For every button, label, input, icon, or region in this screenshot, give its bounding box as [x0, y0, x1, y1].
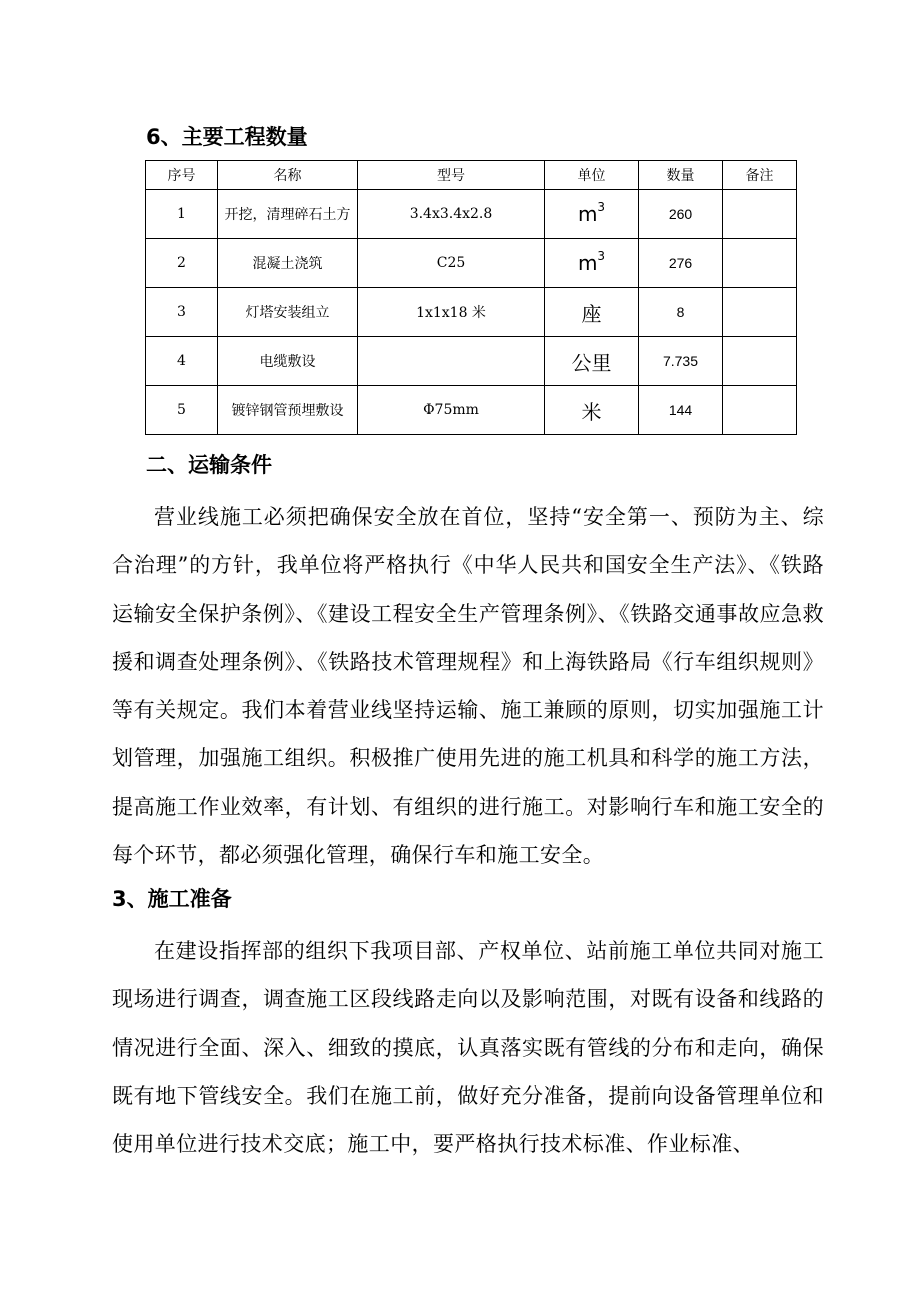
section-6-heading: 6、主要工程数量	[146, 125, 308, 149]
cell-qty: 7.735	[639, 337, 723, 386]
cell-model: C25	[358, 239, 545, 288]
table-row	[146, 288, 797, 337]
cell-qty: 144	[639, 386, 723, 435]
cell-model	[358, 337, 545, 386]
cell-unit	[545, 337, 639, 386]
cell-no: 2	[146, 239, 218, 288]
table-header-row	[146, 161, 797, 190]
header-qty: 数量	[639, 161, 723, 190]
cell-note	[723, 337, 797, 386]
cell-model: 1x1x18 米	[358, 288, 545, 337]
unit-superscript: 3	[597, 249, 606, 264]
header-unit: 单位	[545, 161, 639, 190]
cell-qty: 8	[639, 288, 723, 337]
section-2-heading: 二、运输条件	[146, 453, 272, 477]
cell-note	[723, 386, 797, 435]
cell-qty: 260	[639, 190, 723, 239]
header-note: 备注	[723, 161, 797, 190]
cell-no: 3	[146, 288, 218, 337]
header-model: 型号	[358, 161, 545, 190]
cell-name: 镀锌钢管预埋敷设	[218, 386, 358, 435]
unit-superscript: 3	[597, 200, 606, 215]
unit-text: 米	[581, 399, 602, 424]
cell-no: 1	[146, 190, 218, 239]
cell-unit	[545, 239, 639, 288]
construction-preparation-paragraph: 在建设指挥部的组织下我项目部、产权单位、站前施工单位共同对施工现场进行调查，调查施工区段线路走向以及影响范围，对既有设备和线路的情况进行全面、深入、细致的摸底，认真落实既有管线的分布和走向，确保既有地下管线安全。我们在施工前，做好充分准备，提前向设备管理单位和使用单位进行技术交底；施工中，要严格执行技术标准、作业标准、	[112, 939, 824, 1157]
cell-name: 混凝土浇筑	[218, 239, 358, 288]
cell-model: 3.4x3.4x2.8	[358, 190, 545, 239]
unit-text: m	[577, 251, 598, 275]
cell-name: 灯塔安装组立	[218, 288, 358, 337]
cell-no: 5	[146, 386, 218, 435]
section-3-heading: 3、施工准备	[112, 887, 232, 911]
unit-text: 公里	[571, 350, 612, 375]
cell-no: 4	[146, 337, 218, 386]
cell-unit	[545, 288, 639, 337]
table-row	[146, 386, 797, 435]
transport-conditions-paragraph: 营业线施工必须把确保安全放在首位，坚持“安全第一、预防为主、综合治理”的方针，我单位将严格执行《中华人民共和国安全生产法》、《铁路运输安全保护条例》、《建设工程安全生产管理条例》、《铁路交通事故应急救援和调查处理条例》、《铁路技术管理规程》和上海铁路局《行车组织规则》等有关规定。我们本着营业线坚持运输、施工兼顾的原则，切实加强施工计划管理，加强施工组织。积极推广使用先进的施工机具和科学的施工方法，提高施工作业效率，有计划、有组织的进行施工。对影响行车和施工安全的每个环节，都必须强化管理，确保行车和施工安全。	[112, 505, 824, 868]
table-row	[146, 239, 797, 288]
cell-name: 电缆敷设	[218, 337, 358, 386]
cell-unit	[545, 386, 639, 435]
cell-model: Φ75mm	[358, 386, 545, 435]
cell-note	[723, 239, 797, 288]
table-row	[146, 337, 797, 386]
cell-unit	[545, 190, 639, 239]
header-name: 名称	[218, 161, 358, 190]
quantity-table	[145, 160, 797, 435]
header-no: 序号	[146, 161, 218, 190]
unit-text: 座	[581, 301, 602, 326]
cell-qty: 276	[639, 239, 723, 288]
table-row	[146, 190, 797, 239]
cell-note	[723, 190, 797, 239]
cell-name: 开挖，清理碎石土方	[218, 190, 358, 239]
unit-text: m	[577, 202, 598, 226]
cell-note	[723, 288, 797, 337]
